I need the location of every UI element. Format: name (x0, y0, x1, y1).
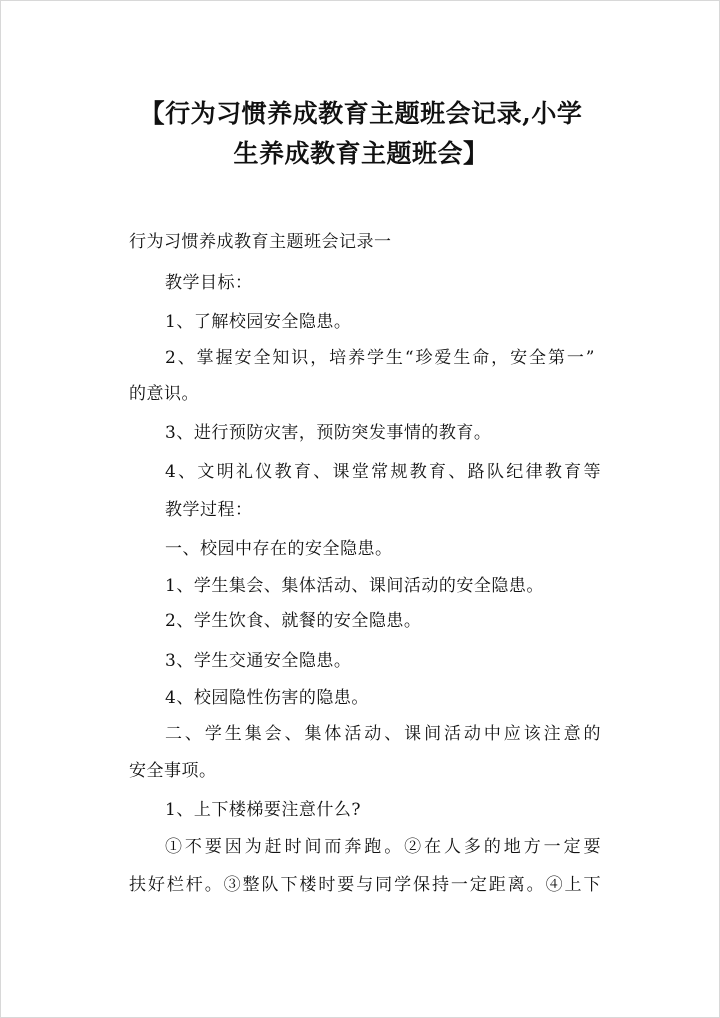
document-title-line-1: 【行为习惯养成教育主题班会记录,小学 (139, 99, 583, 128)
goal-1: 1、了解校园安全隐患。 (165, 312, 352, 332)
document-title-line-2: 生养成教育主题班会】 (233, 139, 489, 168)
teaching-goals-label: 教学目标： (165, 273, 253, 293)
section-2-heading-line-1: 二、学生集会、集体活动、课间活动中应该注意的 (165, 724, 601, 744)
goal-2-line-1: 2、掌握安全知识，培养学生“珍爱生命，安全第一” (165, 348, 595, 368)
goal-4: 4、文明礼仪教育、课堂常规教育、路队纪律教育等 (165, 462, 601, 482)
answer-1-line-2: 扶好栏杆。③整队下楼时要与同学保持一定距离。④上下 (129, 875, 601, 895)
hazard-item-2: 2、学生饮食、就餐的安全隐患。 (165, 611, 422, 631)
goal-2-line-2: 的意识。 (129, 384, 199, 404)
hazard-item-1: 1、学生集会、集体活动、课间活动的安全隐患。 (165, 576, 544, 596)
hazard-item-4: 4、校园隐性伤害的隐患。 (165, 688, 369, 708)
question-1: 1、上下楼梯要注意什么? (165, 800, 361, 820)
hazard-item-3: 3、学生交通安全隐患。 (165, 651, 352, 671)
answer-1-line-1: ①不要因为赶时间而奔跑。②在人多的地方一定要 (165, 837, 601, 857)
teaching-process-label: 教学过程： (165, 500, 253, 520)
record-heading: 行为习惯养成教育主题班会记录一 (129, 232, 392, 252)
goal-3: 3、进行预防灾害，预防突发事情的教育。 (165, 423, 492, 443)
section-2-heading-line-2: 安全事项。 (129, 761, 217, 781)
section-1-heading: 一、校园中存在的安全隐患。 (165, 539, 393, 559)
